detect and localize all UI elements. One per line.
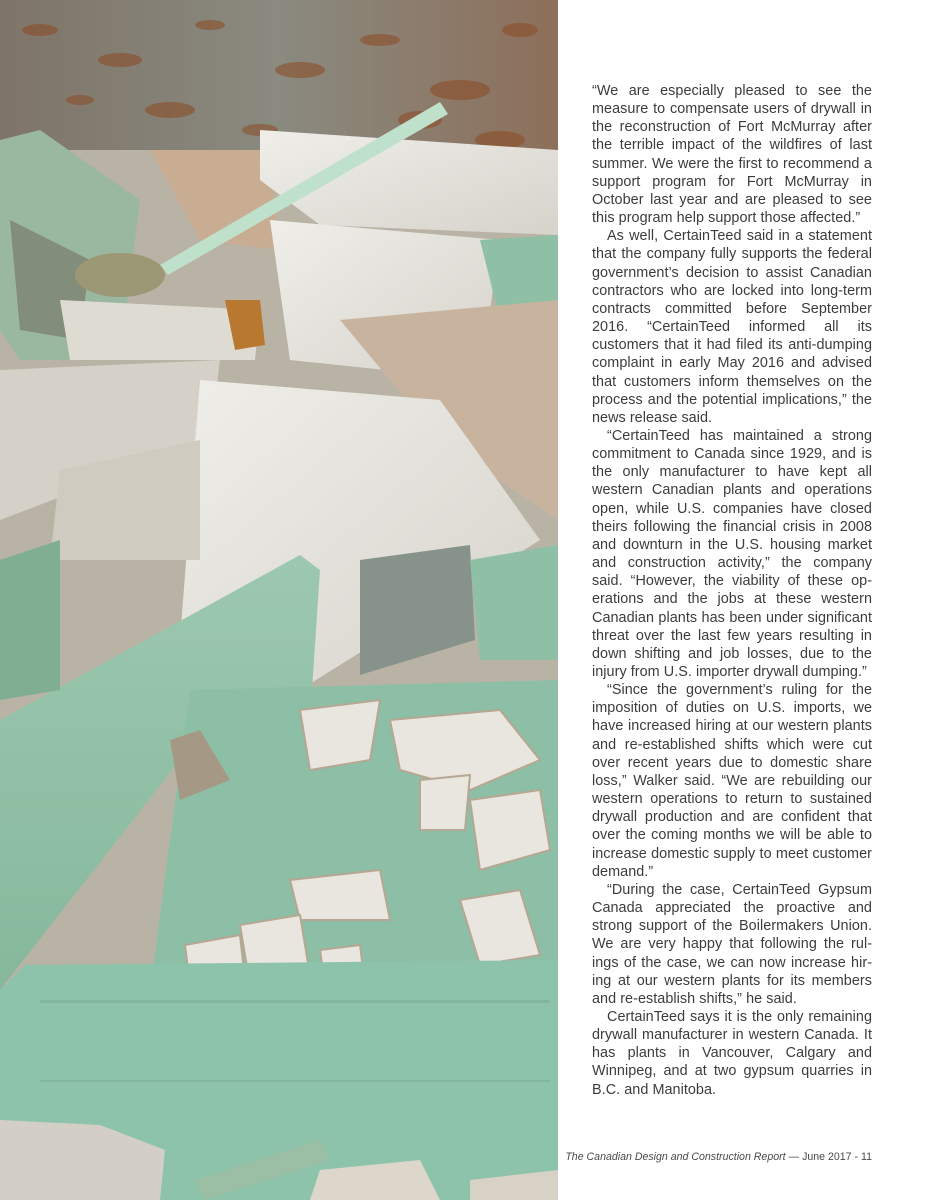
page-number: 11 [861,1151,872,1163]
issue-date: June 2017 [802,1151,852,1163]
page-footer [560,1151,872,1163]
publication-name: The Canadian Design and Construction Report [565,1151,786,1163]
article-paragraph: “Since the government’s ruling for the imposition of duties on U.S. imports, we have increased hiring at our western plants and re-established shifts which were cut over recent years due to domestic share loss,” Walker said. “We are rebuilding our western operations to return to sustained drywall production and are confident that over the coming months we will be able to increase domestic supply to meet customer demand.” [592,682,872,880]
article-paragraph: “We are especially pleased to see the measure to compensate users of drywall in the reconstruction of Fort McMurray after the terrible impact of the wildfires of last summer. We were the first to recommend a support program for Fort McMurray in October last year and are pleased to see this program help support those affected.” [592,83,872,227]
article-paragraph: CertainTeed says it is the only remaining drywall manufacturer in western Canada. It has plants in Vancouver, Calgary and Winnipeg, and at two gypsum quarries in B.C. and Manitoba. [592,1008,872,1098]
article-paragraph: “During the case, CertainTeed Gypsum Canada appreciated the proactive and strong support of the Boilermakers Union. We are very happy that following the rulings of the case, we can now increase hiring at our western plants for its members and re-establish shifts,” he said. [592,881,872,1007]
article-paragraph: “CertainTeed has maintained a strong commitment to Canada since 1929, and is the only manufacturer to have kept all western Canadian plants and operations open, while U.S. companies have closed theirs following the financial crisis in 2008 and downturn in the U.S. housing market and construction activity,” the company said. “However, the viability of these operations and the jobs at these western Canadian plants has been under significant threat over the last few years resulting in down shifting and job losses, due to the injury from U.S. importer drywall dumping.” [592,427,872,680]
article-body [592,82,872,1099]
footer-separator: — [788,1151,800,1163]
page-separator: - [854,1151,859,1163]
article-paragraph: As well, CertainTeed said in a statement that the company fully supports the federal government’s decision to assist Canadian contractors who are locked into long-term contracts committed before September 2016. “CertainTeed informed all its customers that it had filed its anti-dumping complaint in early May 2016 and advised that customers inform themselves on the process and the potential implications,” the news release said. [592,228,872,426]
